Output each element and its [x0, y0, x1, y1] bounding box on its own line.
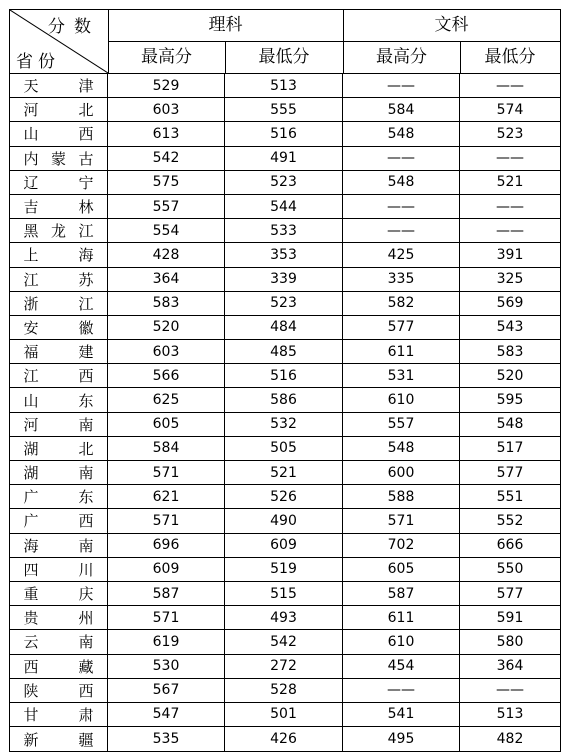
corner-label-score: 分数: [48, 17, 100, 37]
province-name: 吉 林: [23, 198, 94, 217]
arts-min-cell: 513: [496, 706, 524, 723]
col-header-science-max: 最高分: [141, 47, 192, 67]
province-name: 山 东: [23, 391, 94, 410]
arts-max-cell: ——: [343, 679, 460, 702]
province-name: 安 徽: [23, 318, 94, 337]
province-name: 内 蒙 古: [23, 149, 94, 168]
province-name: 海 南: [23, 536, 94, 555]
arts-min-cell: 523: [496, 125, 524, 142]
science-max-cell: 530: [108, 655, 225, 678]
science-max-cell: 571: [108, 509, 225, 532]
province-name: 河 南: [23, 415, 94, 434]
science-min-cell: 586: [225, 388, 343, 411]
science-min-cell: 505: [225, 437, 343, 460]
col-header-arts-max: 最高分: [376, 47, 427, 67]
corner-label-province: 省份: [16, 52, 60, 72]
table-row: [10, 364, 560, 388]
province-cell: [10, 679, 108, 702]
arts-min-cell: 391: [496, 246, 524, 263]
table-row: [10, 703, 560, 727]
arts-max-cell: 610: [343, 630, 460, 653]
science-min-cell: 523: [225, 292, 343, 315]
arts-max-cell: 610: [343, 388, 460, 411]
arts-max-cell: 531: [343, 364, 460, 387]
table-row: [10, 316, 560, 340]
science-max-cell: 557: [108, 195, 225, 218]
science-min-cell: 501: [225, 703, 343, 726]
science-min-cell: 426: [225, 727, 343, 751]
province-cell: [10, 74, 108, 97]
science-min-cell: 493: [225, 606, 343, 629]
arts-min-cell: 666: [496, 537, 524, 554]
province-cell: [10, 727, 108, 751]
arts-min-cell: 517: [496, 440, 524, 457]
arts-max-cell: 611: [343, 340, 460, 363]
sub-divider: [225, 41, 226, 73]
table-row: [10, 461, 560, 485]
province-cell: [10, 703, 108, 726]
province-cell: [10, 558, 108, 581]
arts-min-cell: 552: [496, 512, 524, 529]
arts-min-cell: 591: [496, 609, 524, 626]
arts-min-cell: 482: [496, 731, 524, 748]
province-name: 广 东: [23, 488, 94, 507]
science-max-cell: 428: [108, 243, 225, 266]
science-min-cell: 528: [225, 679, 343, 702]
arts-min-cell: 574: [496, 101, 524, 118]
arts-max-cell: 548: [343, 122, 460, 145]
science-max-cell: 619: [108, 630, 225, 653]
province-name: 江 苏: [23, 270, 94, 289]
province-cell: [10, 316, 108, 339]
science-min-cell: 532: [225, 413, 343, 436]
arts-max-cell: 577: [343, 316, 460, 339]
arts-max-cell: 548: [343, 171, 460, 194]
province-cell: [10, 388, 108, 411]
arts-max-cell: 335: [343, 268, 460, 291]
province-name: 湖 北: [23, 439, 94, 458]
province-name: 新 疆: [23, 730, 94, 749]
arts-max-cell: 571: [343, 509, 460, 532]
table-row: [10, 727, 560, 751]
science-max-cell: 529: [108, 74, 225, 97]
science-min-cell: 544: [225, 195, 343, 218]
arts-min-cell: 521: [496, 174, 524, 191]
science-max-cell: 605: [108, 413, 225, 436]
science-max-cell: 364: [108, 268, 225, 291]
province-cell: [10, 268, 108, 291]
arts-min-cell: 325: [496, 271, 524, 288]
science-max-cell: 609: [108, 558, 225, 581]
table-row: [10, 74, 560, 98]
science-max-cell: 603: [108, 340, 225, 363]
arts-min-cell: ——: [496, 682, 524, 699]
table-row: [10, 582, 560, 606]
arts-min-cell: ——: [496, 150, 524, 167]
science-min-cell: 609: [225, 534, 343, 557]
province-name: 江 西: [23, 367, 94, 386]
province-cell: [10, 292, 108, 315]
province-cell: [10, 630, 108, 653]
arts-min-cell: 569: [496, 295, 524, 312]
province-name: 贵 州: [23, 609, 94, 628]
science-min-cell: 484: [225, 316, 343, 339]
table-row: [10, 292, 560, 316]
province-cell: [10, 437, 108, 460]
province-name: 广 西: [23, 512, 94, 531]
science-min-cell: 516: [225, 364, 343, 387]
science-min-cell: 523: [225, 171, 343, 194]
arts-min-cell: ——: [496, 198, 524, 215]
arts-max-cell: 702: [343, 534, 460, 557]
table-row: [10, 388, 560, 412]
arts-max-cell: 605: [343, 558, 460, 581]
table-row: [10, 558, 560, 582]
table-row: [10, 606, 560, 630]
science-min-cell: 533: [225, 219, 343, 242]
arts-max-cell: ——: [343, 147, 460, 170]
province-cell: [10, 243, 108, 266]
province-cell: [10, 147, 108, 170]
science-min-cell: 519: [225, 558, 343, 581]
science-max-cell: 613: [108, 122, 225, 145]
province-cell: [10, 606, 108, 629]
arts-min-cell: 595: [496, 392, 524, 409]
table-row: [10, 195, 560, 219]
science-min-cell: 339: [225, 268, 343, 291]
science-max-cell: 603: [108, 98, 225, 121]
arts-max-cell: 588: [343, 485, 460, 508]
arts-min-cell: 548: [496, 416, 524, 433]
table-row: [10, 509, 560, 533]
province-cell: [10, 509, 108, 532]
science-max-cell: 584: [108, 437, 225, 460]
group-header-science: 理科: [108, 10, 343, 42]
province-cell: [10, 461, 108, 484]
arts-max-cell: 454: [343, 655, 460, 678]
province-name: 重 庆: [23, 585, 94, 604]
province-cell: [10, 582, 108, 605]
arts-max-cell: 557: [343, 413, 460, 436]
score-table: [9, 9, 561, 752]
science-max-cell: 621: [108, 485, 225, 508]
province-name: 浙 江: [23, 294, 94, 313]
table-row: [10, 122, 560, 146]
arts-max-cell: 541: [343, 703, 460, 726]
col-header-science-min: 最低分: [258, 47, 310, 67]
province-name: 黑 龙 江: [23, 222, 94, 241]
table-row: [10, 243, 560, 267]
province-name: 甘 肃: [23, 705, 94, 724]
province-cell: [10, 219, 108, 242]
arts-min-cell: 577: [496, 464, 524, 481]
table-row: [10, 171, 560, 195]
science-max-cell: 566: [108, 364, 225, 387]
science-max-cell: 587: [108, 582, 225, 605]
table-row: [10, 98, 560, 122]
province-name: 西 藏: [23, 657, 94, 676]
science-max-cell: 571: [108, 461, 225, 484]
arts-min-cell: 583: [496, 343, 524, 360]
science-max-cell: 554: [108, 219, 225, 242]
arts-max-cell: 587: [343, 582, 460, 605]
science-max-cell: 571: [108, 606, 225, 629]
table-row: [10, 679, 560, 703]
table-row: [10, 219, 560, 243]
group-header-arts: 文科: [343, 10, 560, 42]
province-cell: [10, 485, 108, 508]
table-row: [10, 630, 560, 654]
arts-max-cell: ——: [343, 219, 460, 242]
province-name: 天 津: [23, 77, 94, 96]
table-row: [10, 534, 560, 558]
province-cell: [10, 98, 108, 121]
table-header: [10, 10, 560, 74]
table-row: [10, 485, 560, 509]
province-name: 河 北: [23, 101, 94, 120]
table-row: [10, 655, 560, 679]
province-name: 辽 宁: [23, 173, 94, 192]
science-min-cell: 485: [225, 340, 343, 363]
science-min-cell: 513: [225, 74, 343, 97]
province-cell: [10, 171, 108, 194]
arts-max-cell: 548: [343, 437, 460, 460]
arts-min-cell: 520: [496, 367, 524, 384]
province-cell: [10, 364, 108, 387]
sub-divider: [460, 41, 461, 73]
province-name: 福 建: [23, 343, 94, 362]
arts-max-cell: 495: [343, 727, 460, 751]
province-name: 山 西: [23, 125, 94, 144]
arts-min-cell: 551: [496, 488, 524, 505]
province-name: 上 海: [23, 246, 94, 265]
science-max-cell: 625: [108, 388, 225, 411]
corner-header-cell: [10, 10, 109, 73]
arts-min-cell: 580: [496, 633, 524, 650]
province-cell: [10, 122, 108, 145]
science-min-cell: 353: [225, 243, 343, 266]
province-cell: [10, 340, 108, 363]
science-max-cell: 696: [108, 534, 225, 557]
arts-max-cell: 600: [343, 461, 460, 484]
science-min-cell: 555: [225, 98, 343, 121]
arts-min-cell: ——: [496, 77, 524, 94]
province-cell: [10, 534, 108, 557]
province-cell: [10, 655, 108, 678]
science-min-cell: 516: [225, 122, 343, 145]
province-cell: [10, 195, 108, 218]
province-name: 陕 西: [23, 681, 94, 700]
science-min-cell: 542: [225, 630, 343, 653]
arts-max-cell: ——: [343, 195, 460, 218]
table-row: [10, 413, 560, 437]
science-max-cell: 535: [108, 727, 225, 751]
science-min-cell: 515: [225, 582, 343, 605]
science-max-cell: 547: [108, 703, 225, 726]
province-name: 云 南: [23, 633, 94, 652]
arts-min-cell: 364: [496, 658, 524, 675]
science-max-cell: 542: [108, 147, 225, 170]
arts-min-cell: 543: [496, 319, 524, 336]
science-max-cell: 567: [108, 679, 225, 702]
arts-min-cell: 550: [496, 561, 524, 578]
arts-max-cell: 425: [343, 243, 460, 266]
col-header-arts-min: 最低分: [484, 47, 536, 67]
science-min-cell: 526: [225, 485, 343, 508]
arts-min-cell: ——: [496, 222, 524, 239]
province-name: 湖 南: [23, 464, 94, 483]
science-min-cell: 521: [225, 461, 343, 484]
arts-max-cell: 611: [343, 606, 460, 629]
province-name: 四 川: [23, 560, 94, 579]
table-body: [10, 74, 560, 751]
table-row: [10, 437, 560, 461]
science-max-cell: 520: [108, 316, 225, 339]
science-min-cell: 491: [225, 147, 343, 170]
table-row: [10, 268, 560, 292]
science-min-cell: 490: [225, 509, 343, 532]
arts-max-cell: ——: [343, 74, 460, 97]
science-min-cell: 272: [225, 655, 343, 678]
province-cell: [10, 413, 108, 436]
arts-min-cell: 577: [496, 585, 524, 602]
table-row: [10, 340, 560, 364]
science-max-cell: 583: [108, 292, 225, 315]
arts-max-cell: 582: [343, 292, 460, 315]
science-max-cell: 575: [108, 171, 225, 194]
arts-max-cell: 584: [343, 98, 460, 121]
table-row: [10, 147, 560, 171]
